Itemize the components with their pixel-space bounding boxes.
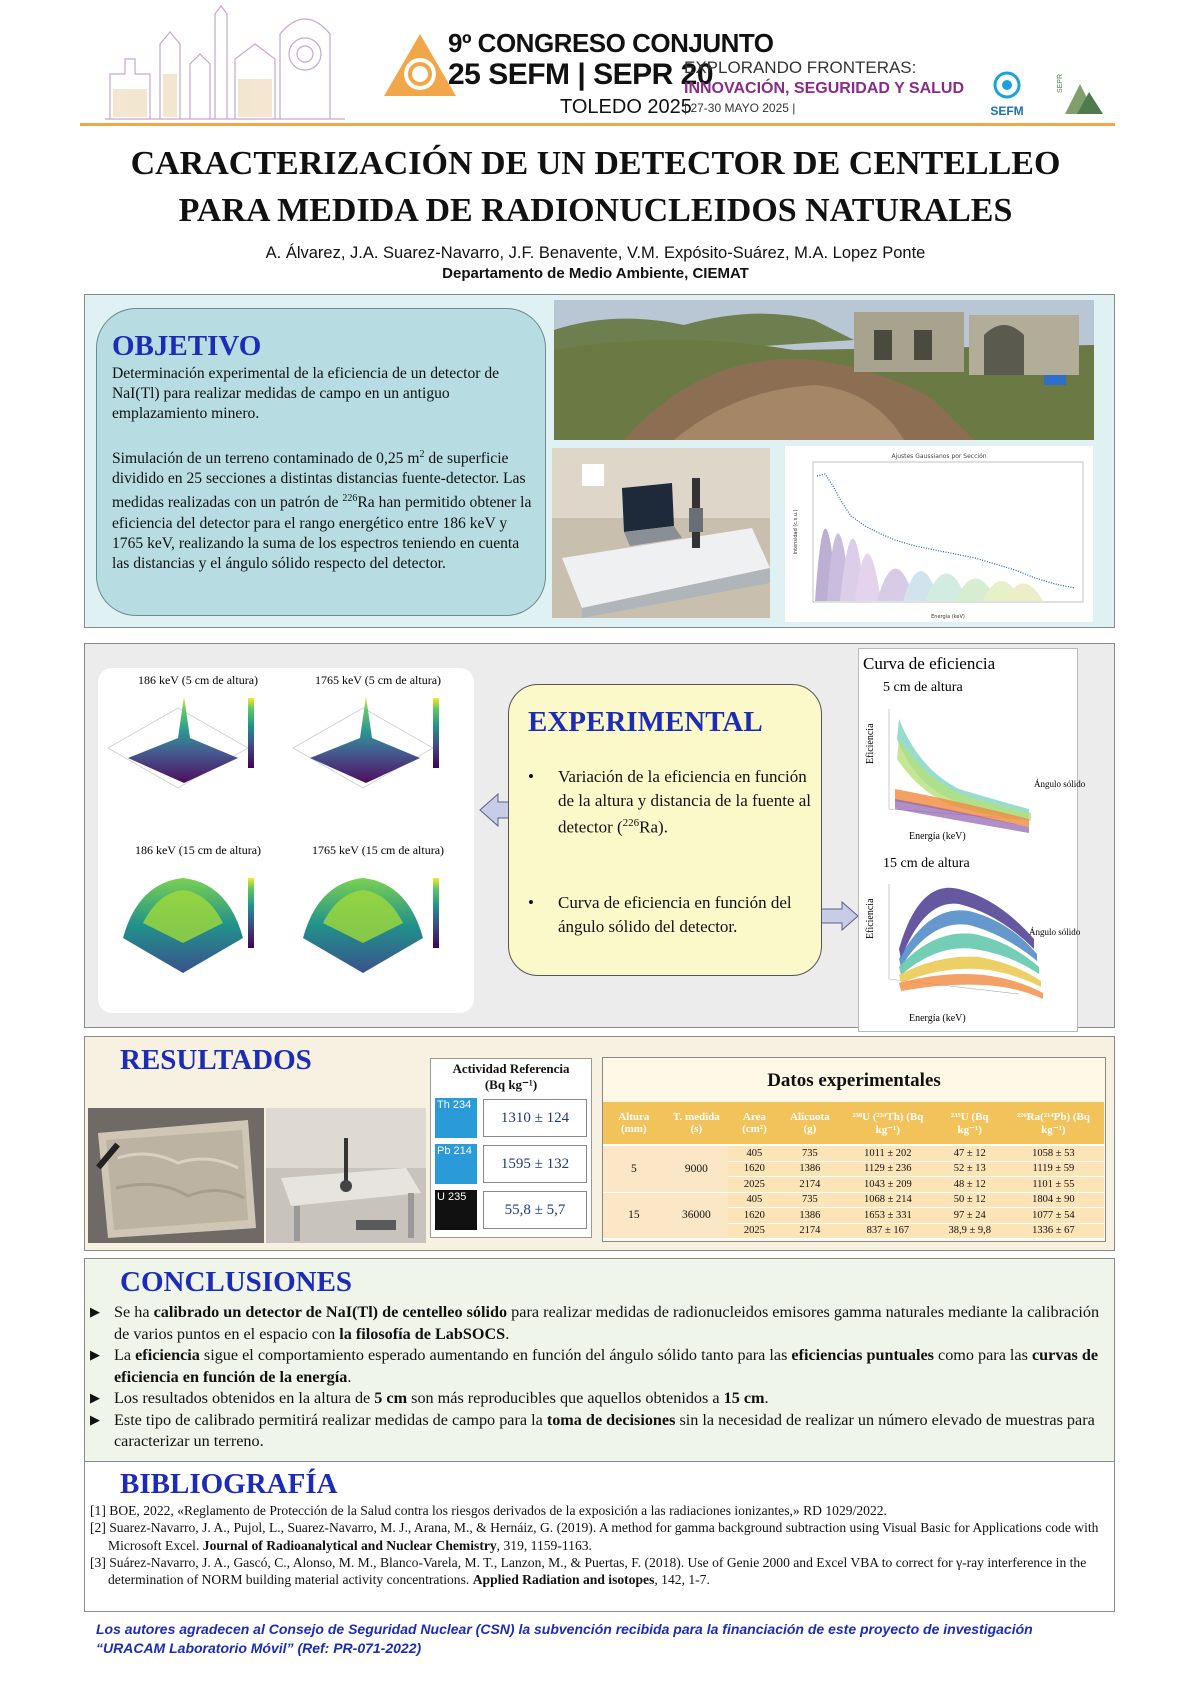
congress-name (448, 28, 774, 59)
soil-sample-tray-photo (88, 1108, 264, 1243)
objetivo-paragraph-1: Determinación experimental de la eficiencia de un detector de NaI(Tl) para realizar medidas de campo en un antiguo emplazamiento minero. (112, 365, 500, 423)
curve-zlabel-2: Ángulo sólido (1029, 927, 1081, 937)
table-header-cell: Altura (mm) (603, 1102, 665, 1145)
poster-title-line1: CARACTERIZACIÓN DE UN DETECTOR DE CENTELLEO (130, 145, 1061, 182)
toledo-skyline-illustration (105, 4, 345, 122)
table-cell: 1620 (728, 1161, 781, 1177)
efficiency-maps-panel (98, 668, 474, 1013)
ref-value: 1595 ± 132 (483, 1145, 587, 1183)
reference-activity-panel (430, 1058, 592, 1238)
c2-d: eficiencias puntuales (791, 1346, 934, 1364)
congress-line1: 9º CONGRESO CONJUNTO (448, 28, 774, 58)
objetivo-p2-part-c: Ra han permitido obtener la eficiencia del detector para el rango energético entre 186 keV y 1765 keV, realizando la suma de los espectros teniendo en cuenta las distancias y el ángulo sólido respecto del detector. (112, 494, 532, 572)
table-header-cell: T. medida (s) (665, 1102, 728, 1145)
table-cell: 1653 ± 331 (839, 1208, 937, 1224)
b2-a: [2] Suarez-Navarro, J. A., Pujol, L., Suarez-Navarro, M. J., Arana, M., & Hernáiz, G. (2019). A method for gamma background subtraction using Visual Basic for Applications code with Microsoft Excel. (90, 1520, 1099, 1553)
table-header-row (603, 1102, 1104, 1145)
c3-d: 15 cm (723, 1389, 765, 1407)
bib-item-3 (90, 1554, 1108, 1589)
detector-table-photo (266, 1108, 426, 1243)
congress-location: TOLEDO 2025 (560, 96, 692, 118)
ref-value: 55,8 ± 5,7 (483, 1191, 587, 1229)
c3-a: Los resultados obtenidos en la altura de (114, 1389, 375, 1407)
table-cell: 1119 ± 59 (1003, 1161, 1104, 1177)
table-header-cell: ²²⁶Ra(²¹⁴Pb) (Bq kg⁻¹) (1003, 1102, 1104, 1145)
bullet-dot-icon: • (528, 893, 534, 913)
conclusiones-list (86, 1302, 1110, 1453)
efficiency-curves-panel (858, 648, 1086, 1032)
table-header-cell: Alícuota (g) (781, 1102, 839, 1145)
table-cell: 1804 ± 90 (1003, 1192, 1104, 1208)
bib-item-1: [1] BOE, 2022, «Reglamento de Protección de la Salud contra los riesgos derivados de la exposición a las radiaciones ionizantes,» RD 1029/2022. (90, 1503, 887, 1518)
c4-b: toma de decisiones (546, 1410, 676, 1429)
nuclide-label: Pb 214 (435, 1144, 477, 1184)
experimental-bullet-2 (528, 891, 818, 938)
curve-xlabel-1: Energía (keV) (909, 831, 966, 842)
poster-header (0, 0, 1191, 125)
table-cell: 2174 (781, 1223, 839, 1239)
c2-b: eficiencia (135, 1346, 200, 1364)
conclusiones-title: CONCLUSIONES (120, 1266, 353, 1298)
table-cell: 47 ± 12 (937, 1145, 1003, 1161)
tiempo-cell: 36000 (665, 1192, 728, 1239)
table-cell: 1058 ± 53 (1003, 1145, 1104, 1161)
c1-d: la filosofía de LabSOCS (339, 1324, 506, 1343)
conclusion-item-4 (86, 1410, 1110, 1453)
spectrum-y-label: Intensidad (c.s.u.) (793, 509, 799, 555)
curve-15cm (865, 884, 1081, 1024)
table-cell: 97 ± 24 (937, 1208, 1003, 1224)
table-cell: 1077 ± 54 (1003, 1208, 1104, 1224)
efficiency-curves-chart (859, 649, 1086, 1031)
table-cell: 1620 (728, 1208, 781, 1224)
gaussian-fit-spectrum (785, 446, 1093, 622)
c2-f: curvas de eficiencia en función de la energía (114, 1346, 1099, 1386)
table-cell: 50 ± 12 (937, 1192, 1003, 1208)
table-cell: 38,9 ± 9,8 (937, 1223, 1003, 1239)
table-cell: 405 (728, 1192, 781, 1208)
sepr-logo-text: SEPR (1057, 73, 1065, 94)
c3-c: son más reproducibles que aquellos obtenidos a (407, 1389, 724, 1407)
table-body (603, 1145, 1104, 1239)
table-header-cell: Area (cm²) (728, 1102, 781, 1145)
table-cell: 837 ± 167 (839, 1223, 937, 1239)
conclusion-item-1 (86, 1302, 1110, 1345)
b2-b: Journal of Radioanalytical and Nuclear Chemistry (202, 1537, 497, 1553)
b3-a: [3] Suárez-Navarro, J. A., Gascó, C., Alonso, M. M., Blanco-Varela, M. T., Lanzon, M., & Puertas, F. (2018). Use of Genie 2000 and Excel VBA to correct for γ-ray interference in the determination of NORM building material activity concentrations. (90, 1554, 1087, 1588)
triangle-bullet-icon: ▶ (90, 1391, 100, 1406)
map-label-3: 186 keV (15 cm de altura) (134, 843, 262, 857)
mine-site-photo (554, 300, 1094, 440)
table-cell: 2025 (728, 1177, 781, 1193)
curve-ylabel-2: Eficiencia (865, 898, 876, 939)
c1-e: . (505, 1324, 510, 1343)
spectrum-title: Ajustes Gaussianos por Sección (891, 453, 987, 460)
c2-e: como para las (933, 1346, 1032, 1364)
curve-5cm (865, 709, 1086, 842)
table-cell: 1386 (781, 1208, 839, 1224)
table-cell: 1336 ± 67 (1003, 1223, 1104, 1239)
curve-subtitle-1: 5 cm de altura (883, 680, 963, 695)
table-cell: 1043 ± 209 (839, 1177, 937, 1193)
table-cell: 1101 ± 55 (1003, 1177, 1104, 1193)
curve-ylabel-1: Eficiencia (865, 723, 876, 764)
table-cell: 405 (728, 1145, 781, 1161)
ref-title: Actividad Referencia (452, 1061, 570, 1076)
c2-c: sigue el comportamiento esperado aumentando en función del ángulo sólido tanto para las (199, 1346, 792, 1364)
nuclide-label: Th 234 (435, 1098, 477, 1138)
bullet1-text-b: Ra). (639, 817, 668, 837)
authors: A. Álvarez, J.A. Suarez-Navarro, J.F. Benavente, V.M. Expósito-Suárez, M.A. Lopez Ponte (265, 244, 926, 262)
ref-row (435, 1143, 587, 1185)
triangle-bullet-icon: ▶ (90, 1412, 100, 1428)
sepr-logo (1055, 73, 1105, 120)
acknowledgement: Los autores agradecen al Consejo de Seguridad Nuclear (CSN) la subvención recibida para la financiación de este proyecto de investigación “URACAM Laboratorio Móvil” (Ref: PR-071-2022) (96, 1621, 1033, 1656)
c1-c: para realizar medidas de radionucleidos emisores gamma naturales mediante la calibración de varios puntos en el espacio con (114, 1303, 1100, 1343)
conclusion-item-2 (86, 1345, 1110, 1388)
header-divider (80, 123, 1115, 126)
department: Departamento de Medio Ambiente, CIEMAT (442, 265, 749, 282)
c3-e: . (764, 1389, 769, 1407)
objetivo-paragraph-2 (112, 445, 532, 575)
b3-c: , 142, 1-7. (654, 1572, 710, 1588)
ref-row (435, 1189, 587, 1231)
altura-cell: 15 (603, 1192, 665, 1239)
b2-c: , 319, 1159-1163. (496, 1537, 592, 1553)
objetivo-p2-sup: 2 (419, 448, 425, 460)
triangle-bullet-icon: ▶ (90, 1305, 100, 1320)
sefm-logo (985, 70, 1029, 120)
tiempo-cell: 9000 (665, 1145, 728, 1192)
table-cell: 1386 (781, 1161, 839, 1177)
sefm-logo-text: SEFM (990, 104, 1024, 118)
table-row (603, 1192, 1104, 1208)
tagline-1: EXPLORANDO FRONTERAS: (684, 58, 917, 77)
ref-value: 1310 ± 124 (483, 1099, 587, 1137)
curve-subtitle-2: 15 cm de altura (883, 856, 970, 871)
bullet1-sup: 226 (622, 817, 640, 829)
conclusion-item-3 (86, 1388, 1110, 1410)
triangle-bullet-icon: ▶ (90, 1348, 100, 1363)
resultados-title: RESULTADOS (120, 1044, 312, 1076)
spectrum-x-label: Energía (keV) (931, 614, 965, 620)
c2-a: La (114, 1346, 136, 1364)
bullet2-text: Curva de eficiencia en función del ángulo sólido del detector. (558, 893, 792, 936)
table-cell: 1011 ± 202 (839, 1145, 937, 1161)
objetivo-p2-part-b: de superficie dividido en 25 secciones a distintas distancias fuente-detector. Las medidas realizadas con un patrón de (112, 449, 526, 512)
objetivo-p2-part-a: Simulación de un terreno contaminado de 0,25 m (112, 449, 420, 467)
table-cell: 735 (781, 1192, 839, 1208)
objetivo-p2-ra: 226 (342, 493, 358, 505)
c4-c: sin la necesidad de realizar un número elevado de muestras para caracterizar un terreno. (114, 1410, 1095, 1450)
bullet1-text-a: Variación de la eficiencia en función de la altura y distancia de la fuente al detector ( (558, 767, 811, 837)
efficiency-3d-maps (98, 668, 474, 1013)
map-label-4: 1765 keV (15 cm de altura) (311, 843, 445, 857)
table-cell: 735 (781, 1145, 839, 1161)
table-cell: 2174 (781, 1177, 839, 1193)
objetivo-text (112, 364, 532, 574)
lab-setup-photo (552, 448, 770, 618)
b3-b: Applied Radiation and isotopes (472, 1572, 655, 1588)
curve-title: Curva de eficiencia (863, 654, 996, 673)
bibliografia-title: BIBLIOGRAFÍA (120, 1468, 338, 1500)
experimental-data-table (603, 1102, 1104, 1239)
curve-zlabel-1: Ángulo sólido (1034, 779, 1086, 789)
table-cell: 2025 (728, 1223, 781, 1239)
sefm-logo-icon (985, 70, 1029, 100)
c3-b: 5 cm (374, 1389, 408, 1407)
map-label-1: 186 keV (5 cm de altura) (137, 673, 259, 687)
experimental-bullet-1 (528, 765, 818, 839)
altura-cell: 5 (603, 1145, 665, 1192)
curve-xlabel-2: Energía (keV) (909, 1013, 966, 1024)
c4-a: Este tipo de calibrado permitirá realizar medidas de campo para la (114, 1410, 547, 1429)
tagline-3: | 27-30 MAYO 2025 | (684, 101, 796, 115)
c1-a: Se ha (114, 1303, 154, 1321)
table-cell: 48 ± 12 (937, 1177, 1003, 1193)
ref-rows (431, 1097, 591, 1231)
c1-b: calibrado un detector de NaI(Tl) de centelleo sólido (153, 1303, 508, 1321)
experimental-bullets (528, 765, 818, 938)
ref-unit: (Bq kg⁻¹) (484, 1077, 538, 1092)
tagline-2: INNOVACIÓN, SEGURIDAD Y SALUD (684, 80, 965, 97)
table-row (603, 1145, 1104, 1161)
experimental-title: EXPERIMENTAL (528, 706, 763, 738)
nuclide-label: U 235 (435, 1190, 477, 1230)
table-header-cell: ²³⁵U (Bq kg⁻¹) (937, 1102, 1003, 1145)
objetivo-title: OBJETIVO (112, 330, 262, 362)
table-header-cell: ²³⁸U (²³⁴Th) (Bq kg⁻¹) (839, 1102, 937, 1145)
table-cell: 52 ± 13 (937, 1161, 1003, 1177)
congress-societies: 25 SEFM | SEPR 20 (448, 58, 714, 91)
bib-item-2 (90, 1519, 1108, 1554)
c2-g: . (347, 1367, 352, 1386)
ref-row (435, 1097, 587, 1139)
data-title: Datos experimentales (767, 1070, 941, 1091)
table-cell: 1129 ± 236 (839, 1161, 937, 1177)
map-label-2: 1765 keV (5 cm de altura) (314, 673, 442, 687)
poster-title-line2: PARA MEDIDA DE RADIONUCLEIDOS NATURALES (178, 192, 1013, 229)
bibliografia-list (90, 1502, 1108, 1588)
bullet-dot-icon: • (528, 767, 534, 786)
table-cell: 1068 ± 214 (839, 1192, 937, 1208)
